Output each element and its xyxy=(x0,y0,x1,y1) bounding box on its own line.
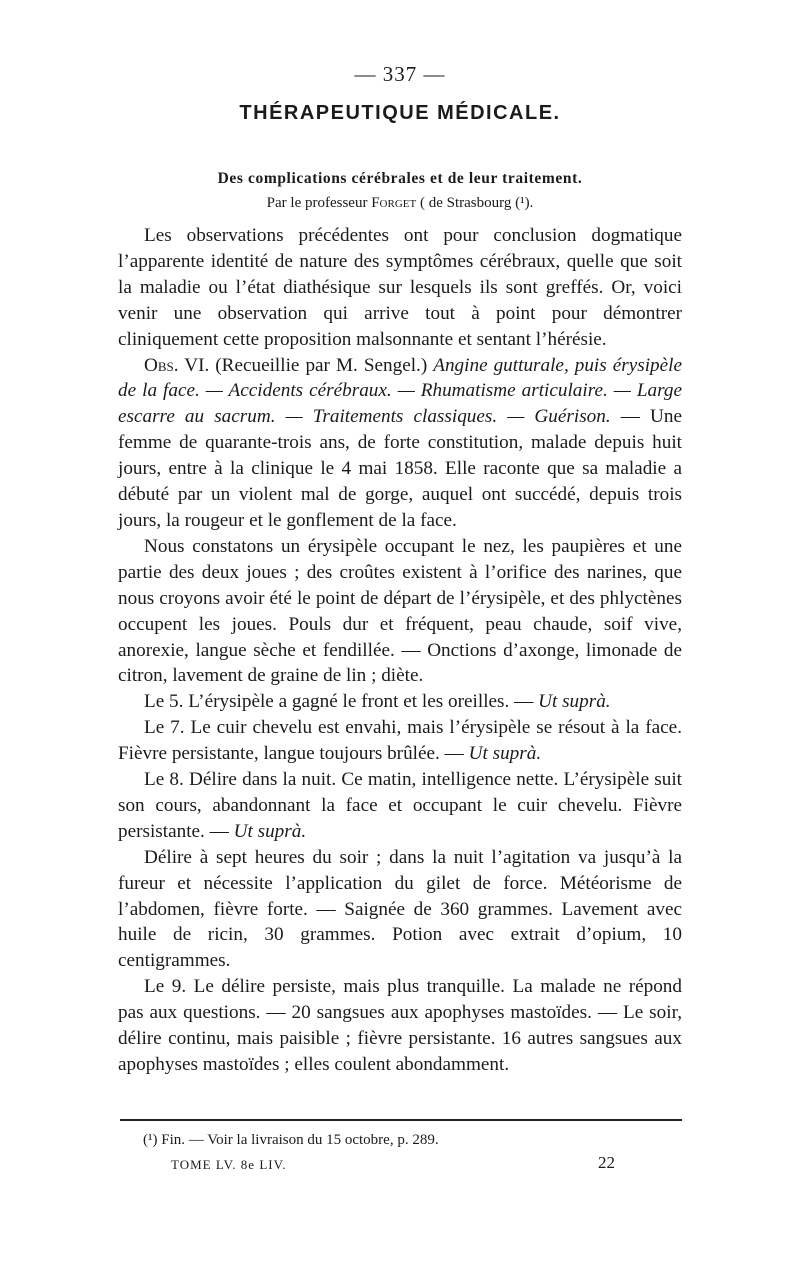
body-text xyxy=(118,223,682,1078)
ut-supra: Ut suprà. xyxy=(538,691,611,713)
paragraph-7: Délire à sept heures du soir ; dans la nuit l’agitation va jusqu’à la fureur et nécessite l’application du gilet de force. Météorisme de l’abdomen, fièvre forte. — Saignée de 360 grammes. Lavement avec huile de ricin, 30 grammes. Potion avec extrait d’opium, 10 centigrammes. xyxy=(118,846,682,972)
byline xyxy=(0,195,800,212)
paragraph-4 xyxy=(118,689,682,715)
paragraph-2 xyxy=(118,353,682,534)
paragraph-6 xyxy=(118,767,682,845)
byline-prefix: Par le professeur xyxy=(266,195,372,211)
entry-text: Le 5. L’érysipèle a gagné le front et les oreilles. — xyxy=(144,691,539,713)
article-title: Des complications cérébrales et de leur traitement. xyxy=(217,170,583,187)
footnote-rule xyxy=(120,1119,682,1121)
paragraph-8: Le 9. Le délire persiste, mais plus tranquille. La malade ne répond pas aux questions. — 20 sangsues aux apophyses mastoïdes. — Le soir, délire continu, mais paisible ; fièvre persistante. 16 autres sangsues aux apophyses mastoïdes ; elles coulent abondamment. xyxy=(118,976,682,1075)
paragraph-3: Nous constatons un érysipèle occupant le nez, les paupières et une partie des deux joues ; des croûtes existent à l’orifice des narines, que nous croyons avoir été le point de départ de l’érysipèle, et des phlyctènes occupent les joues. Pouls dur et fréquent, peau chaude, soif vive, anorexie, langue sèche et fendillée. — Onctions d’axonge, limonade de citron, lavement de graine de lin ; diète. xyxy=(118,535,682,687)
ut-supra: Ut suprà. xyxy=(233,820,307,842)
observation-detail: (Recueillie par M. Sengel.) xyxy=(209,354,434,376)
signature-mark: TOME LV. 8e LIV. xyxy=(171,1157,287,1172)
observation-label: Obs. VI. xyxy=(144,354,210,376)
signature-number: 22 xyxy=(598,1153,615,1172)
byline-suffix: ( de Strasbourg (¹). xyxy=(416,195,534,211)
observation-summary: Angine gutturale, puis érysipèle de la face. — Accidents cérébraux. — Rhumatisme articulaire. — Large escarre au sacrum. — Traitements classiques. — Guérison. xyxy=(118,354,682,428)
paragraph-1: Les observations précédentes ont pour conclusion dogmatique l’apparente identité de nature des symptômes cérébraux, quelle que soit la maladie ou l’état diathésique sur lesquels ils sont greffés. Or, voici venir une observation qui arrive tout à point pour démontrer cliniquement cette proposition malsonnante et sentant l’hérésie. xyxy=(118,225,682,350)
footnote: (¹) Fin. — Voir la livraison du 15 octobre, p. 289. xyxy=(143,1132,439,1148)
author-name: Forget xyxy=(371,195,417,211)
entry-text: Le 8. Délire dans la nuit. Ce matin, intelligence nette. L’érysipèle suit son cours, abandonnant la face et occupant le cuir chevelu. Fièvre persistante. — xyxy=(118,769,682,842)
ut-supra: Ut suprà. xyxy=(468,743,542,765)
entry-text: Le 7. Le cuir chevelu est envahi, mais l’érysipèle se résout à la face. Fièvre persistante, langue toujours brûlée. — xyxy=(118,717,682,765)
paragraph-5 xyxy=(118,715,682,767)
section-title: THÉRAPEUTIQUE MÉDICALE. xyxy=(239,102,561,124)
observation-text: — Une femme de quarante-trois ans, de forte constitution, malade depuis huit jours, entre à la clinique le 4 mai 1858. Elle raconte que sa maladie a débuté par un violent mal de gorge, auquel ont succédé, depuis trois jours, la rougeur et le gonflement de la face. xyxy=(118,406,683,531)
page-number: — 337 — xyxy=(354,62,446,86)
